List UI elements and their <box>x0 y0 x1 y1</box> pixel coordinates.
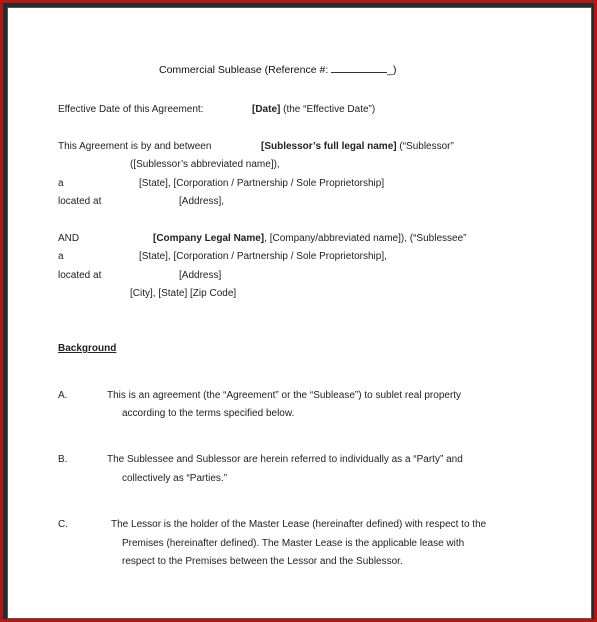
clause-a-line1: This is an agreement (the “Agreement” or the “Sublease”) to sublet real property <box>107 390 462 401</box>
sublessor-abbrev: ([Sublessor’s abbreviated name]), <box>130 159 280 170</box>
effective-date-label: Effective Date of this Agreement: <box>58 104 204 115</box>
title-text: Commercial Sublease (Reference #: <box>159 64 329 76</box>
clause-a-line2: according to the terms specified below. <box>122 408 295 419</box>
clause-c-line2: Premises (hereinafter defined). The Master Lease is the applicable lease with <box>122 538 465 549</box>
sublessee-name-placeholder: [Company Legal Name] <box>153 233 265 244</box>
sublessor-name-placeholder: [Sublessor’s full legal name] <box>261 141 397 152</box>
sublessee-address: [Address] <box>179 270 222 281</box>
clause-c-letter: C. <box>58 519 68 530</box>
clause-c-line1: The Lessor is the holder of the Master Lease (hereinafter defined) with respect to the <box>111 519 487 530</box>
title-close: _) <box>387 64 397 76</box>
sublessee-located-label: located at <box>58 270 102 281</box>
sublessee-name-line <box>153 233 466 245</box>
clause-b-line1: The Sublessee and Sublessor are herein referred to individually as a “Party” and <box>107 454 463 465</box>
sublessor-address: [Address], <box>179 196 225 207</box>
date-placeholder: [Date] <box>252 104 281 115</box>
date-note: (the “Effective Date”) <box>283 104 376 115</box>
sublessor-name-line <box>261 141 454 153</box>
sublessor-entity: [State], [Corporation / Partnership / Sole Proprietorship] <box>139 178 385 189</box>
sublessee-a-label: a <box>58 251 64 262</box>
sublessee-and-label: AND <box>58 233 80 244</box>
sublessee-city-line: [City], [State] [Zip Code] <box>130 288 237 299</box>
document-page <box>7 7 592 619</box>
background-heading: Background <box>58 343 117 354</box>
clause-b-line2: collectively as “Parties.” <box>122 473 228 484</box>
clause-b-letter: B. <box>58 454 68 465</box>
effective-date-field <box>252 104 375 116</box>
clause-c-line3: respect to the Premises between the Lessor and the Sublessor. <box>122 556 403 567</box>
sublessee-entity: [State], [Corporation / Partnership / Sole Proprietorship], <box>139 251 387 262</box>
clause-a-letter: A. <box>58 390 68 401</box>
document-title <box>159 63 397 76</box>
sublessor-intro: This Agreement is by and between <box>58 141 212 152</box>
reference-blank[interactable] <box>331 63 387 73</box>
sublessor-located-label: located at <box>58 196 102 207</box>
sublessee-name-note: , [Company/abbreviated name]), (“Sublessee” <box>264 233 467 244</box>
sublessor-a-label: a <box>58 178 64 189</box>
sublessor-name-note: (“Sublessor” <box>399 141 454 152</box>
